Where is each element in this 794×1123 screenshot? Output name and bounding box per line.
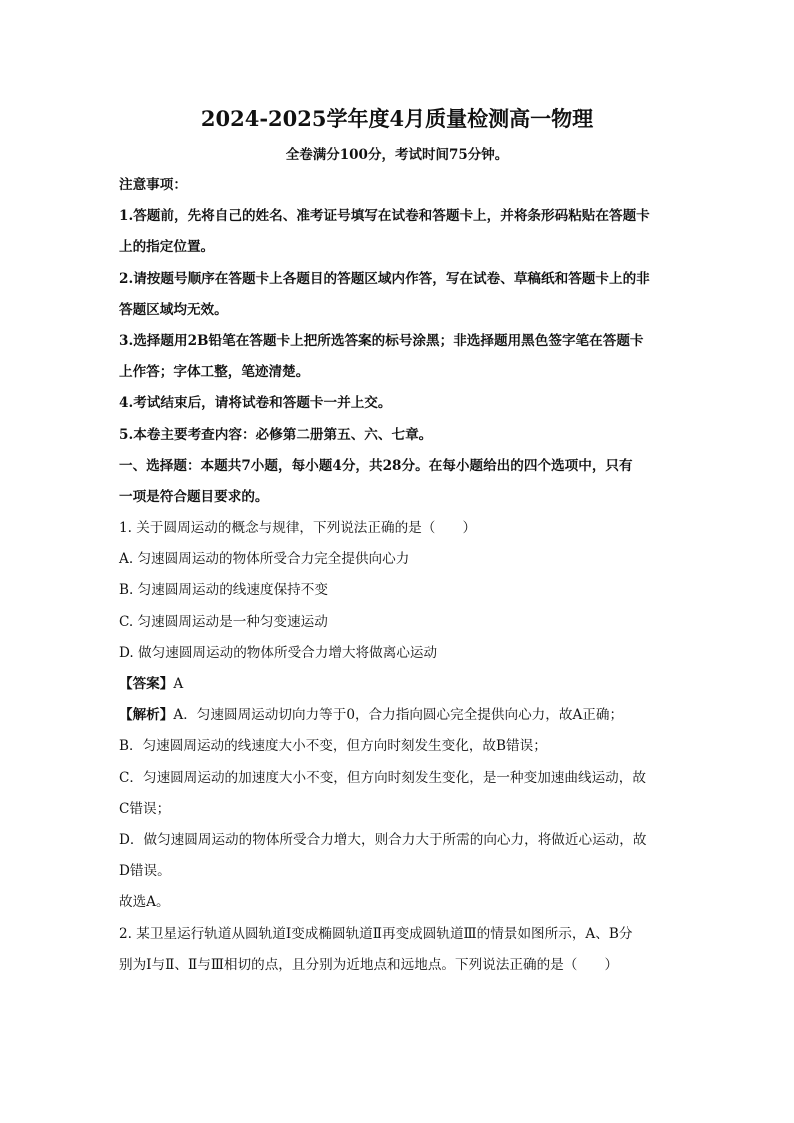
question-1-option-b: B. 匀速圆周运动的线速度保持不变 bbox=[119, 582, 328, 599]
answer-value: A bbox=[173, 676, 184, 692]
question-1-answer bbox=[119, 669, 679, 700]
analysis-text: A．匀速圆周运动切向力等于0，合力指向圆心完全提供向心力，故A正确； bbox=[173, 707, 624, 724]
notice-line: 3.选择题用2B铅笔在答题卡上把所选答案的标号涂黑；非选择题用黑色签字笔在答题卡 bbox=[119, 332, 644, 349]
notice-heading: 注意事项： bbox=[119, 177, 187, 193]
section-heading: 一、选择题：本题共7小题，每小题4分，共28分。在每小题给出的四个选项中，只有 bbox=[119, 457, 633, 474]
notice-line: 4.考试结束后，请将试卷和答题卡一并上交。 bbox=[119, 395, 392, 412]
question-1-analysis bbox=[119, 700, 679, 731]
question-2-stem: 别为Ⅰ与Ⅱ、Ⅱ与Ⅲ相切的点，且分别为近地点和远地点。下列说法正确的是（ ） bbox=[119, 956, 619, 973]
question-1-stem: 1. 关于圆周运动的概念与规律，下列说法正确的是（ ） bbox=[119, 520, 477, 537]
analysis-line: D错误。 bbox=[119, 863, 171, 880]
notice-line: 1.答题前，先将自己的姓名、准考证号填写在试卷和答题卡上，并将条形码粘贴在答题卡 bbox=[119, 208, 650, 225]
notice-line: 2.请按题号顺序在答题卡上各题目的答题区域内作答，写在试卷、草稿纸和答题卡上的非 bbox=[119, 270, 650, 287]
question-1-option-d: D. 做匀速圆周运动的物体所受合力增大将做离心运动 bbox=[119, 644, 438, 661]
analysis-line: D．做匀速圆周运动的物体所受合力增大，则合力大于所需的向心力，将做近心运动，故 bbox=[119, 831, 647, 848]
analysis-tag: 【解析】 bbox=[119, 707, 174, 724]
analysis-line: C．匀速圆周运动的加速度大小不变，但方向时刻发生变化，是一种变加速曲线运动，故 bbox=[119, 769, 646, 786]
document-body bbox=[119, 170, 679, 981]
question-2-stem: 2. 某卫星运行轨道从圆轨道Ⅰ变成椭圆轨道Ⅱ再变成圆轨道Ⅲ的情景如图所示，A、B分 bbox=[119, 925, 633, 942]
analysis-line: B．匀速圆周运动的线速度大小不变，但方向时刻发生变化，故B错误； bbox=[119, 738, 547, 755]
notice-line: 上的指定位置。 bbox=[119, 239, 215, 256]
analysis-line: 故选A。 bbox=[119, 894, 170, 911]
answer-tag: 【答案】 bbox=[119, 676, 174, 692]
page-title: 2024-2025学年度4月质量检测高一物理 bbox=[200, 106, 594, 131]
notice-line: 5.本卷主要考查内容：必修第二册第五、六、七章。 bbox=[119, 426, 433, 443]
question-1-option-a: A. 匀速圆周运动的物体所受合力完全提供向心力 bbox=[119, 551, 410, 568]
section-heading: 一项是符合题目要求的。 bbox=[119, 488, 269, 505]
analysis-line: C错误； bbox=[119, 800, 171, 817]
page-subtitle: 全卷满分100分，考试时间75分钟。 bbox=[285, 147, 509, 163]
notice-line: 答题区域均无效。 bbox=[119, 301, 228, 318]
question-1-option-c: C. 匀速圆周运动是一种匀变速运动 bbox=[119, 613, 328, 630]
notice-line: 上作答；字体工整，笔迹清楚。 bbox=[119, 364, 310, 381]
